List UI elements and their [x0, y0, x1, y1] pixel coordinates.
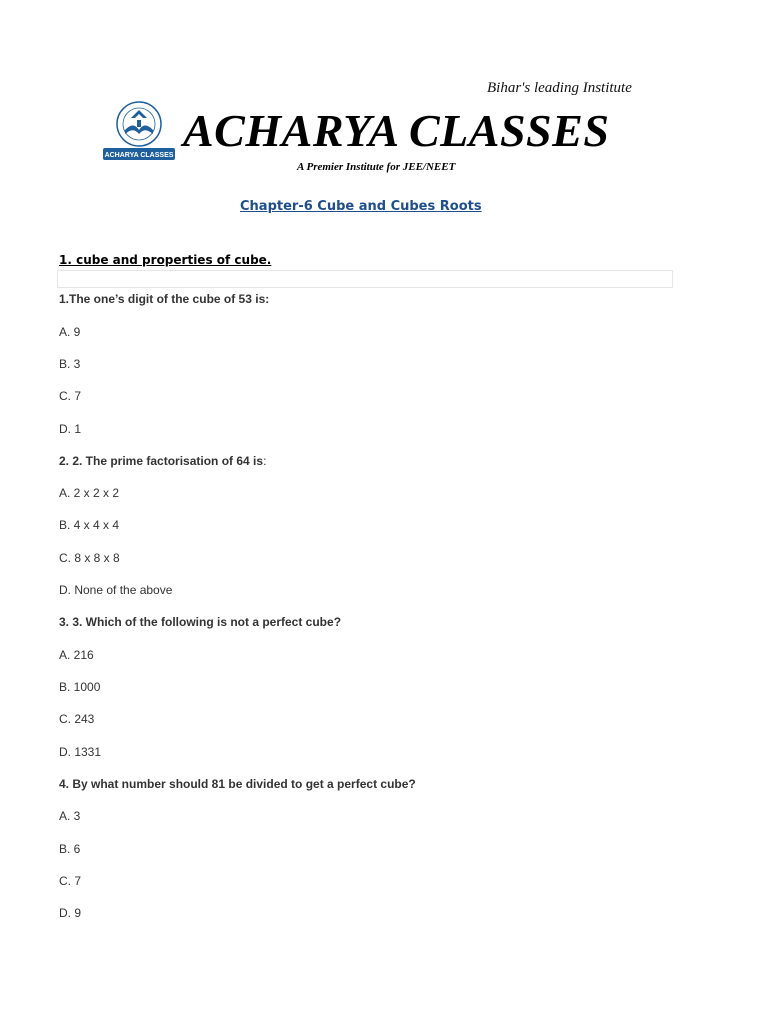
option-2b: B. 4 x 4 x 4: [59, 518, 120, 532]
option-1b: B. 3: [59, 357, 81, 371]
option-3c: C. 243: [59, 712, 95, 726]
option-4a: A. 3: [59, 809, 81, 823]
option-4d: D. 9: [59, 906, 82, 920]
question-4: 4. By what number should 81 be divided to get a perfect cube?: [59, 777, 416, 791]
tagline: Bihar's leading Institute: [487, 80, 632, 96]
question-2-text: 2. 2. The prime factorisation of 64 is: [59, 454, 264, 468]
logo-text: ACHARYA CLASSES: [104, 152, 174, 159]
option-3b: B. 1000: [59, 680, 101, 694]
section-divider: [57, 270, 673, 288]
option-3a: A. 216: [59, 648, 94, 662]
question-2: [59, 454, 266, 468]
option-1a: A. 9: [59, 325, 81, 339]
option-2a: A. 2 x 2 x 2: [59, 486, 120, 500]
chapter-title: Chapter-6 Cube and Cubes Roots: [240, 199, 482, 214]
option-2d: D. None of the above: [59, 583, 173, 597]
option-3d: D. 1331: [59, 745, 102, 759]
logo-icon: [101, 100, 177, 162]
question-1: 1.The one’s digit of the cube of 53 is:: [59, 292, 270, 306]
brand-subtitle: A Premier Institute for JEE/NEET: [297, 161, 456, 173]
option-4c: C. 7: [59, 874, 82, 888]
section-heading: 1. cube and properties of cube.: [59, 253, 272, 267]
question-3: 3. 3. Which of the following is not a perfect cube?: [59, 615, 342, 629]
option-1c: C. 7: [59, 389, 82, 403]
option-4b: B. 6: [59, 842, 81, 856]
option-1d: D. 1: [59, 422, 82, 436]
option-2c: C. 8 x 8 x 8: [59, 551, 120, 565]
brand-title: ACHARYA CLASSES: [183, 105, 610, 156]
question-2-colon: :: [263, 454, 267, 468]
